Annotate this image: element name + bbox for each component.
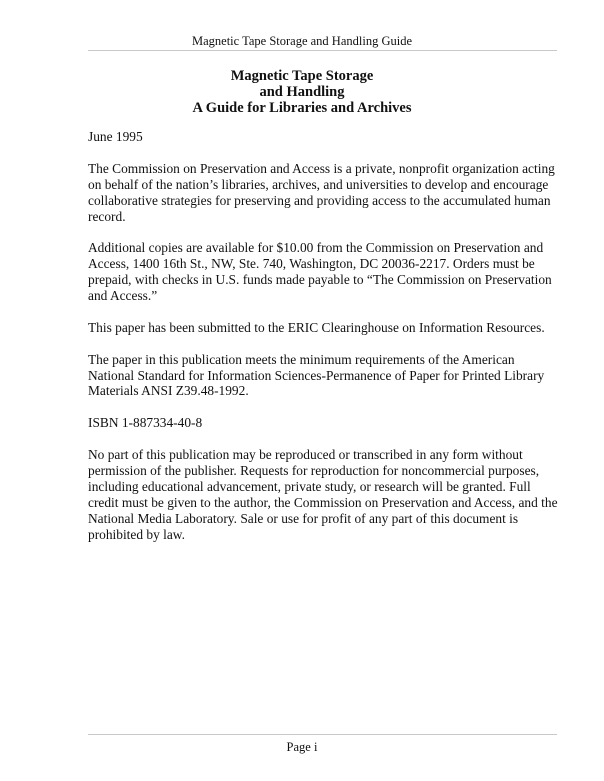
title-line-3: A Guide for Libraries and Archives xyxy=(192,100,412,116)
document-body xyxy=(88,129,558,558)
paragraph-copyright-notice: No part of this publication may be reproduced or transcribed in any form without permission of the publisher. Requests for reproduction for noncommercial purposes, including educational advancement, private study, or research will be granted. Full credit must be given to the author, the Commission on Preservation and Access, and the National Media Laboratory. Sale or use for profit of any part of this document is prohibited by law. xyxy=(88,447,558,542)
title-line-1: Magnetic Tape Storage xyxy=(230,68,374,84)
paragraph-commission-description: The Commission on Preservation and Access is a private, nonprofit organization acting on behalf of the nation’s libraries, archives, and universities to develop and encourage collaborative strategies for preserving and providing access to the accumulated human record. xyxy=(88,160,555,224)
header-rule xyxy=(88,50,557,51)
page-number: Page i xyxy=(286,740,318,754)
document-title xyxy=(0,68,604,116)
running-header: Magnetic Tape Storage and Handling Guide xyxy=(191,34,412,48)
publication-date: June 1995 xyxy=(88,129,143,144)
paragraph-eric-submission: This paper has been submitted to the ERIC Clearinghouse on Information Resources. xyxy=(88,319,545,335)
footer-rule xyxy=(88,734,557,735)
paragraph-isbn: ISBN 1-887334-40-8 xyxy=(88,415,203,431)
paragraph-ordering-info: Additional copies are available for $10.00 from the Commission on Preservation and Access, 1400 16th St., NW, Ste. 740, Washington, DC 20036-2217. Orders must be prepaid, with checks in U.S. funds made payable to “The Commission on Preservation and Access.” xyxy=(88,240,552,304)
paragraph-paper-standard: The paper in this publication meets the minimum requirements of the American National Standard for Information Sciences-Permanence of Paper for Printed Library Materials ANSI Z39.48-1992. xyxy=(88,351,545,399)
title-line-2: and Handling xyxy=(259,84,345,100)
